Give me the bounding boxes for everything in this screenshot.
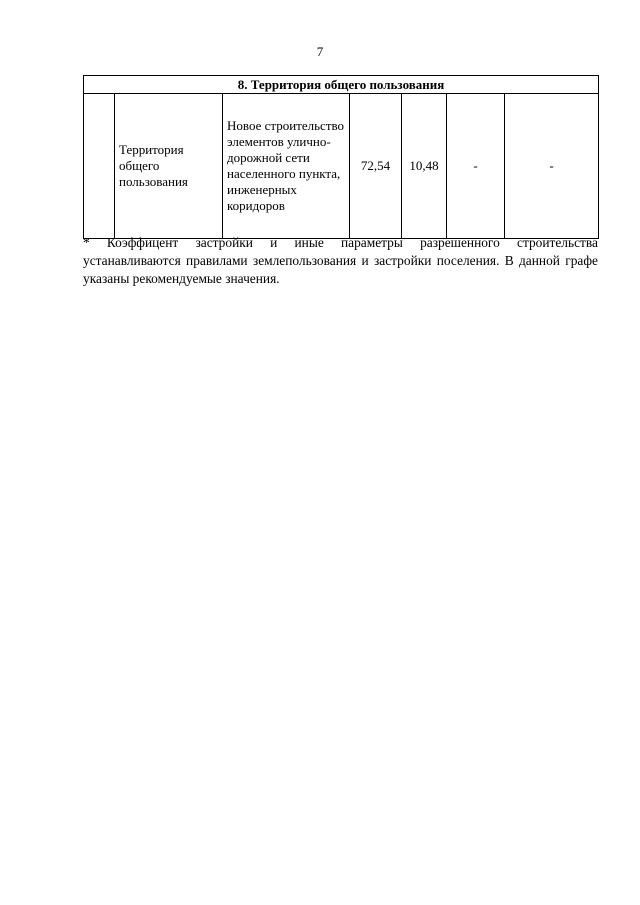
section-header-row <box>84 76 599 94</box>
footnote: * Коэффицент застройки и иные параметры разрешенного строительства устанавливаются правилами землепользования и застройки поселения. В данной графе указаны рекомендуемые значения. <box>83 235 598 286</box>
value-4-cell: - <box>505 94 599 239</box>
value-3-cell: - <box>447 94 505 239</box>
row-number-cell <box>84 94 115 239</box>
page-number: 7 <box>316 44 324 59</box>
zone-name-cell: Территория общего пользования <box>115 94 223 239</box>
description-cell: Новое строительство элементов улично-дорожной сети населенного пункта, инженерных коридоров <box>223 94 350 239</box>
value-1-cell: 72,54 <box>350 94 402 239</box>
table-row <box>84 94 599 239</box>
value-2-cell: 10,48 <box>402 94 447 239</box>
zones-table <box>83 75 599 239</box>
section-header: 8. Территория общего пользования <box>84 76 599 94</box>
